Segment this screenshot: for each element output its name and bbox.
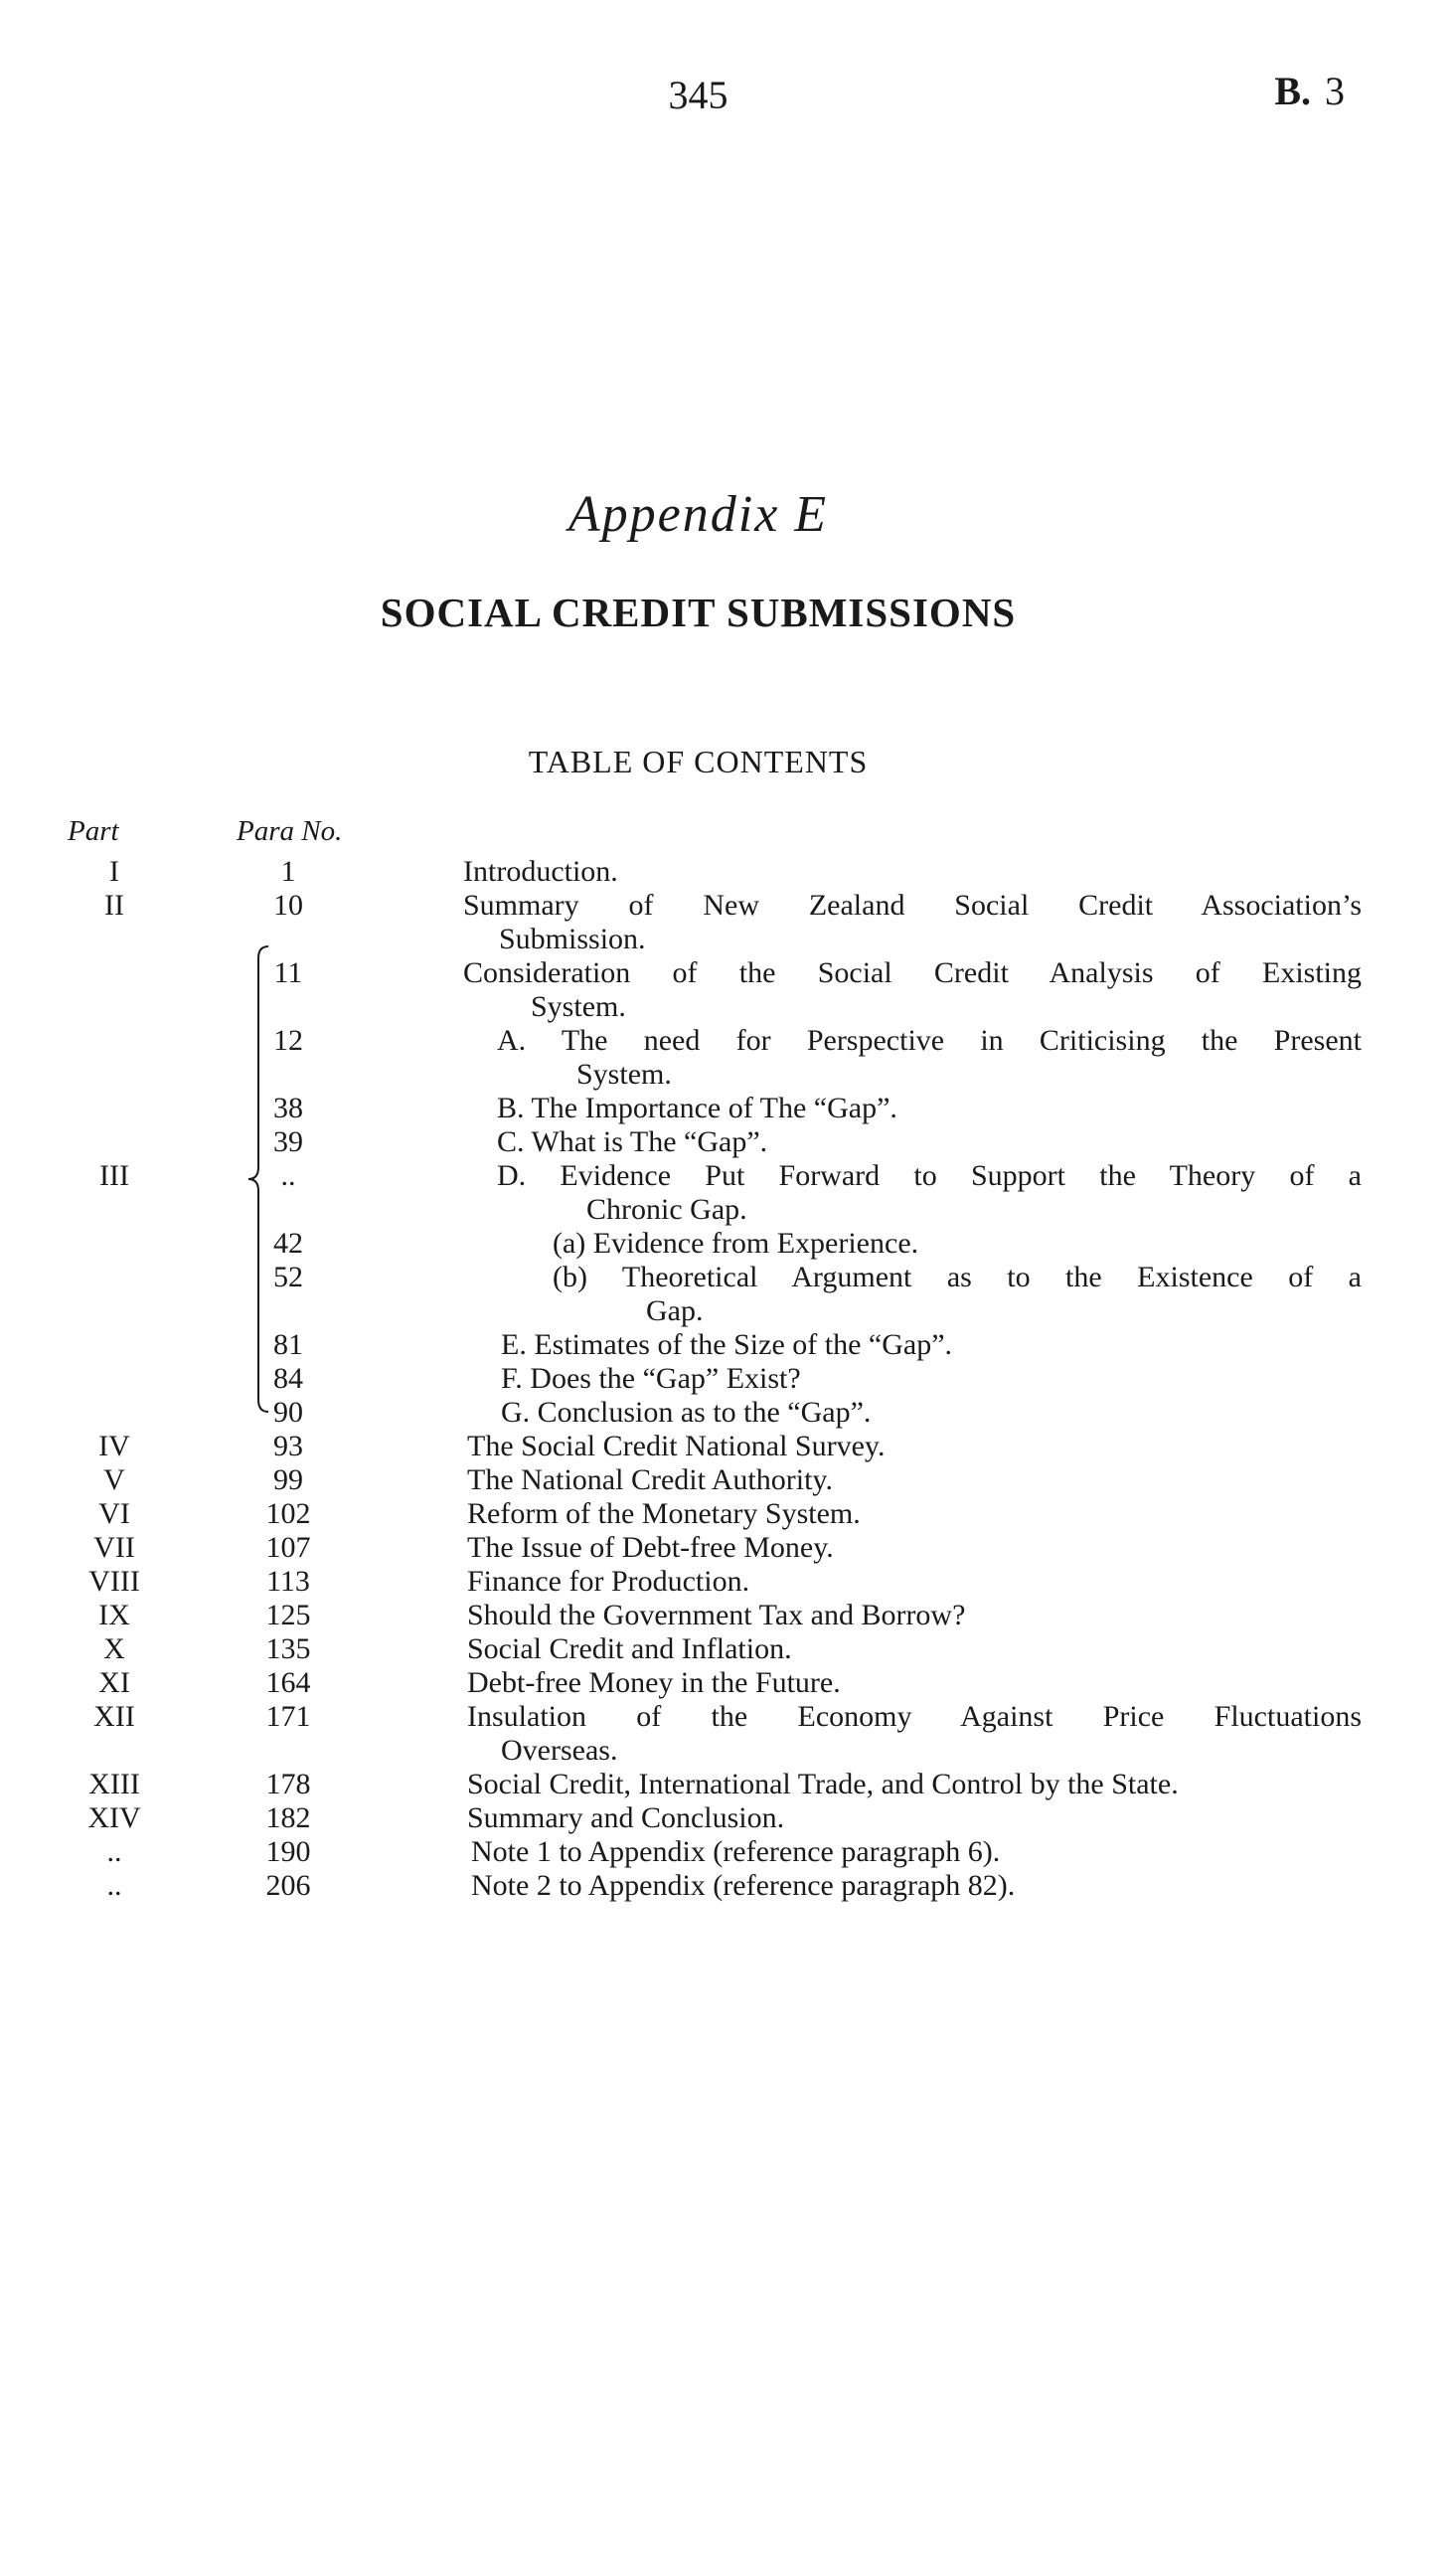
entry-title: Consideration of the Social Credit Analysis of Existing xyxy=(463,956,1362,989)
toc-entry xyxy=(0,1294,1456,1328)
toc-entry xyxy=(0,1599,1456,1632)
entry-title: Summary of New Zealand Social Credit Association’s xyxy=(463,889,1362,922)
paragraph-number: 182 xyxy=(265,1801,311,1834)
paragraph-number: 90 xyxy=(273,1396,303,1429)
paragraph-number: 84 xyxy=(273,1362,303,1395)
toc-entry xyxy=(0,1125,1456,1159)
toc-entry xyxy=(0,1430,1456,1463)
part-number: XIII xyxy=(88,1768,140,1800)
entry-title: Reform of the Monetary System. xyxy=(467,1497,861,1530)
entry-title: The Issue of Debt-free Money. xyxy=(467,1531,834,1564)
toc-entry xyxy=(0,1801,1456,1835)
toc-entry xyxy=(0,1058,1456,1092)
entry-title: Insulation of the Economy Against Price Fluctuations xyxy=(467,1700,1362,1733)
toc-entry xyxy=(0,1835,1456,1869)
paragraph-number: 12 xyxy=(273,1024,303,1057)
entry-title: The Social Credit National Survey. xyxy=(467,1430,886,1462)
part-number: III xyxy=(99,1159,129,1192)
toc-entry xyxy=(0,1869,1456,1903)
para-column-header: Para No. xyxy=(237,815,343,847)
appendix-title: Appendix E xyxy=(567,486,829,543)
entry-title: E. Estimates of the Size of the “Gap”. xyxy=(501,1328,953,1361)
toc-entry xyxy=(0,855,1456,889)
part-number: .. xyxy=(106,1869,122,1902)
entry-title: Note 1 to Appendix (reference paragraph 6). xyxy=(471,1835,1001,1868)
part-number: II xyxy=(104,889,124,922)
entry-title: (a) Evidence from Experience. xyxy=(553,1227,919,1260)
toc-entry xyxy=(0,1396,1456,1430)
paragraph-number: 190 xyxy=(265,1835,311,1868)
part-number: X xyxy=(103,1632,125,1665)
entry-title: D. Evidence Put Forward to Support the Theory of a xyxy=(497,1159,1362,1192)
entry-title: Overseas. xyxy=(501,1734,618,1767)
page-number: 345 xyxy=(668,73,728,117)
entry-title: Gap. xyxy=(646,1294,704,1327)
part-number: .. xyxy=(106,1835,122,1868)
toc-entry xyxy=(0,1565,1456,1599)
paragraph-number: 206 xyxy=(265,1869,311,1902)
toc-title: TABLE OF CONTENTS xyxy=(528,744,869,779)
toc-entry xyxy=(0,923,1456,956)
entry-title: System. xyxy=(531,990,626,1023)
entry-title: The National Credit Authority. xyxy=(467,1463,833,1496)
part-number: XII xyxy=(93,1700,135,1733)
part-number: IV xyxy=(98,1430,130,1462)
toc-entry xyxy=(0,1227,1456,1261)
toc-entry xyxy=(0,1531,1456,1565)
paragraph-number: 107 xyxy=(265,1531,311,1564)
paragraph-number: 93 xyxy=(273,1430,303,1462)
entry-title: Note 2 to Appendix (reference paragraph 82). xyxy=(471,1869,1016,1902)
entry-title: Should the Government Tax and Borrow? xyxy=(467,1599,966,1631)
toc-entry xyxy=(0,1362,1456,1396)
document-title: SOCIAL CREDIT SUBMISSIONS xyxy=(380,590,1017,635)
entry-title: F. Does the “Gap” Exist? xyxy=(501,1362,801,1395)
toc-entry xyxy=(0,1261,1456,1294)
paragraph-number: 52 xyxy=(273,1261,303,1293)
entry-title: Finance for Production. xyxy=(467,1565,750,1598)
toc-entry xyxy=(0,889,1456,923)
paragraph-number: 125 xyxy=(265,1599,311,1631)
paragraph-number: 178 xyxy=(265,1768,311,1800)
part-number: VIII xyxy=(88,1565,140,1598)
paragraph-number: 164 xyxy=(265,1666,311,1699)
entry-title: Social Credit and Inflation. xyxy=(467,1632,792,1665)
paragraph-number: 1 xyxy=(280,855,296,888)
series-label: B. xyxy=(1274,69,1311,113)
part-number: VII xyxy=(93,1531,135,1564)
toc-entry xyxy=(0,1734,1456,1768)
toc-entry xyxy=(0,1768,1456,1801)
entry-title: Chronic Gap. xyxy=(586,1193,747,1226)
part-number: XIV xyxy=(87,1801,141,1834)
entry-title: B. The Importance of The “Gap”. xyxy=(497,1092,897,1124)
paragraph-number: 99 xyxy=(273,1463,303,1496)
entry-title: G. Conclusion as to the “Gap”. xyxy=(501,1396,872,1429)
toc-entry xyxy=(0,1632,1456,1666)
entry-title: Introduction. xyxy=(463,855,618,888)
paragraph-number: 135 xyxy=(265,1632,311,1665)
toc-entry xyxy=(0,1497,1456,1531)
entry-title: Submission. xyxy=(499,923,646,955)
toc-entry xyxy=(0,990,1456,1024)
part-number: XI xyxy=(98,1666,130,1699)
toc-entry xyxy=(0,1700,1456,1734)
paragraph-number: 81 xyxy=(273,1328,303,1361)
paragraph-number: 38 xyxy=(273,1092,303,1124)
toc-entry xyxy=(0,956,1456,990)
paragraph-number: 11 xyxy=(273,956,303,989)
entry-title: System. xyxy=(576,1058,672,1091)
toc-entry xyxy=(0,1024,1456,1058)
part-number: IX xyxy=(98,1599,130,1631)
toc-entry xyxy=(0,1193,1456,1227)
toc-entry xyxy=(0,1328,1456,1362)
part-number: I xyxy=(109,855,119,888)
part-number: V xyxy=(103,1463,125,1496)
entry-title: C. What is The “Gap”. xyxy=(497,1125,768,1158)
series-number: 3 xyxy=(1325,69,1345,113)
document-reference xyxy=(1274,68,1345,114)
part-number: VI xyxy=(98,1497,130,1530)
paragraph-number: 10 xyxy=(273,889,303,922)
entry-title: Summary and Conclusion. xyxy=(467,1801,785,1834)
paragraph-number: 113 xyxy=(266,1565,310,1598)
toc-entry xyxy=(0,1666,1456,1700)
paragraph-number: 102 xyxy=(265,1497,311,1530)
part-column-header: Part xyxy=(68,815,119,847)
toc-entry xyxy=(0,1463,1456,1497)
toc-entry xyxy=(0,1092,1456,1125)
paragraph-number: .. xyxy=(280,1159,296,1192)
entry-title: A. The need for Perspective in Criticising the Present xyxy=(497,1024,1362,1057)
entry-title: (b) Theoretical Argument as to the Existence of a xyxy=(553,1261,1362,1293)
paragraph-number: 42 xyxy=(273,1227,303,1260)
paragraph-number: 171 xyxy=(265,1700,311,1733)
entry-title: Social Credit, International Trade, and Control by the State. xyxy=(467,1768,1179,1800)
paragraph-number: 39 xyxy=(273,1125,303,1158)
entry-title: Debt-free Money in the Future. xyxy=(467,1666,841,1699)
toc-entry xyxy=(0,1159,1456,1193)
